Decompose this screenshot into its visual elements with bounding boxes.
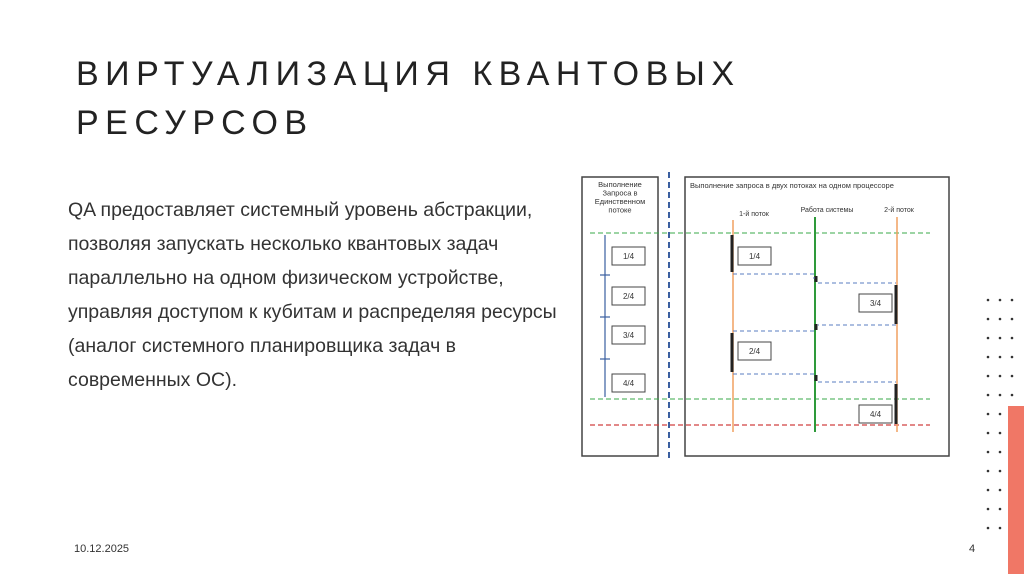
decorative-dot	[987, 527, 990, 530]
decorative-dot	[1011, 337, 1014, 340]
slide-body-text: QA предоставляет системный уровень абстракции, позволяя запускать несколько квантовых задач параллельно на одном физическом устройстве, управляя доступом к кубитам и распределяя ресурсы (аналог системного планировщика задач в современных ОС).	[68, 199, 557, 391]
slide-title: ВИРТУАЛИЗАЦИЯ КВАНТОВЫХ РЕСУРСОВ	[76, 55, 741, 142]
single-thread-block-label-2: 2/4	[622, 292, 635, 301]
decorative-dot	[999, 451, 1002, 454]
decorative-dot	[999, 394, 1002, 397]
decorative-dot	[999, 527, 1002, 530]
accent-bar	[1008, 406, 1024, 574]
thread-2-block-label-2: 4/4	[869, 410, 882, 419]
decorative-dot	[987, 470, 990, 473]
thread-execution-diagram	[578, 172, 954, 462]
single-thread-panel	[582, 177, 658, 456]
thread-1-block-label-1: 1/4	[748, 252, 761, 261]
decorative-dot	[999, 432, 1002, 435]
single-thread-block-label-1: 1/4	[622, 252, 635, 261]
decorative-dot	[987, 318, 990, 321]
decorative-dot	[1011, 318, 1014, 321]
thread-2-label: 2-й поток	[884, 207, 914, 214]
decorative-dot	[987, 508, 990, 511]
decorative-dot	[1011, 375, 1014, 378]
footer-date: 10.12.2025	[74, 543, 130, 555]
single-thread-caption-line-3: Единственном	[594, 197, 646, 206]
decorative-dot	[999, 489, 1002, 492]
page-number: 4	[969, 543, 976, 555]
thread-2-block-label-1: 3/4	[869, 299, 882, 308]
single-thread-block-label-3: 3/4	[622, 331, 635, 340]
two-thread-panel	[685, 177, 949, 456]
single-thread-caption-line-1: Выполнение	[598, 180, 642, 189]
decorative-dot	[999, 337, 1002, 340]
decorative-dot	[987, 432, 990, 435]
decorative-dot	[999, 299, 1002, 302]
decorative-dot	[1011, 299, 1014, 302]
decorative-dot	[987, 337, 990, 340]
decorative-dot	[999, 356, 1002, 359]
system-label: Работа системы	[800, 207, 854, 214]
decorative-dot	[987, 451, 990, 454]
decorative-dot	[999, 318, 1002, 321]
thread-1-label: 1-й поток	[739, 211, 769, 218]
decorative-dot	[987, 413, 990, 416]
single-thread-caption-line-4: потоке	[608, 205, 632, 215]
decorative-dot	[987, 299, 990, 302]
decorative-dot	[999, 375, 1002, 378]
single-thread-caption-line-2: Запроса в	[602, 188, 638, 198]
decorative-dot	[1011, 394, 1014, 397]
decorative-dot	[987, 375, 990, 378]
decorative-dot	[987, 356, 990, 359]
decorative-dot	[999, 413, 1002, 416]
two-thread-panel-title: Выполнение запроса в двух потоках на одном процессоре	[690, 181, 894, 190]
decorative-dot	[987, 489, 990, 492]
thread-1-block-label-2: 2/4	[748, 347, 761, 356]
decorative-dot	[999, 508, 1002, 511]
decorative-dot	[1011, 356, 1014, 359]
handoff-1-to-system	[733, 274, 814, 279]
decorative-dot	[987, 394, 990, 397]
decorative-dot	[999, 470, 1002, 473]
single-thread-block-label-4: 4/4	[622, 379, 635, 388]
